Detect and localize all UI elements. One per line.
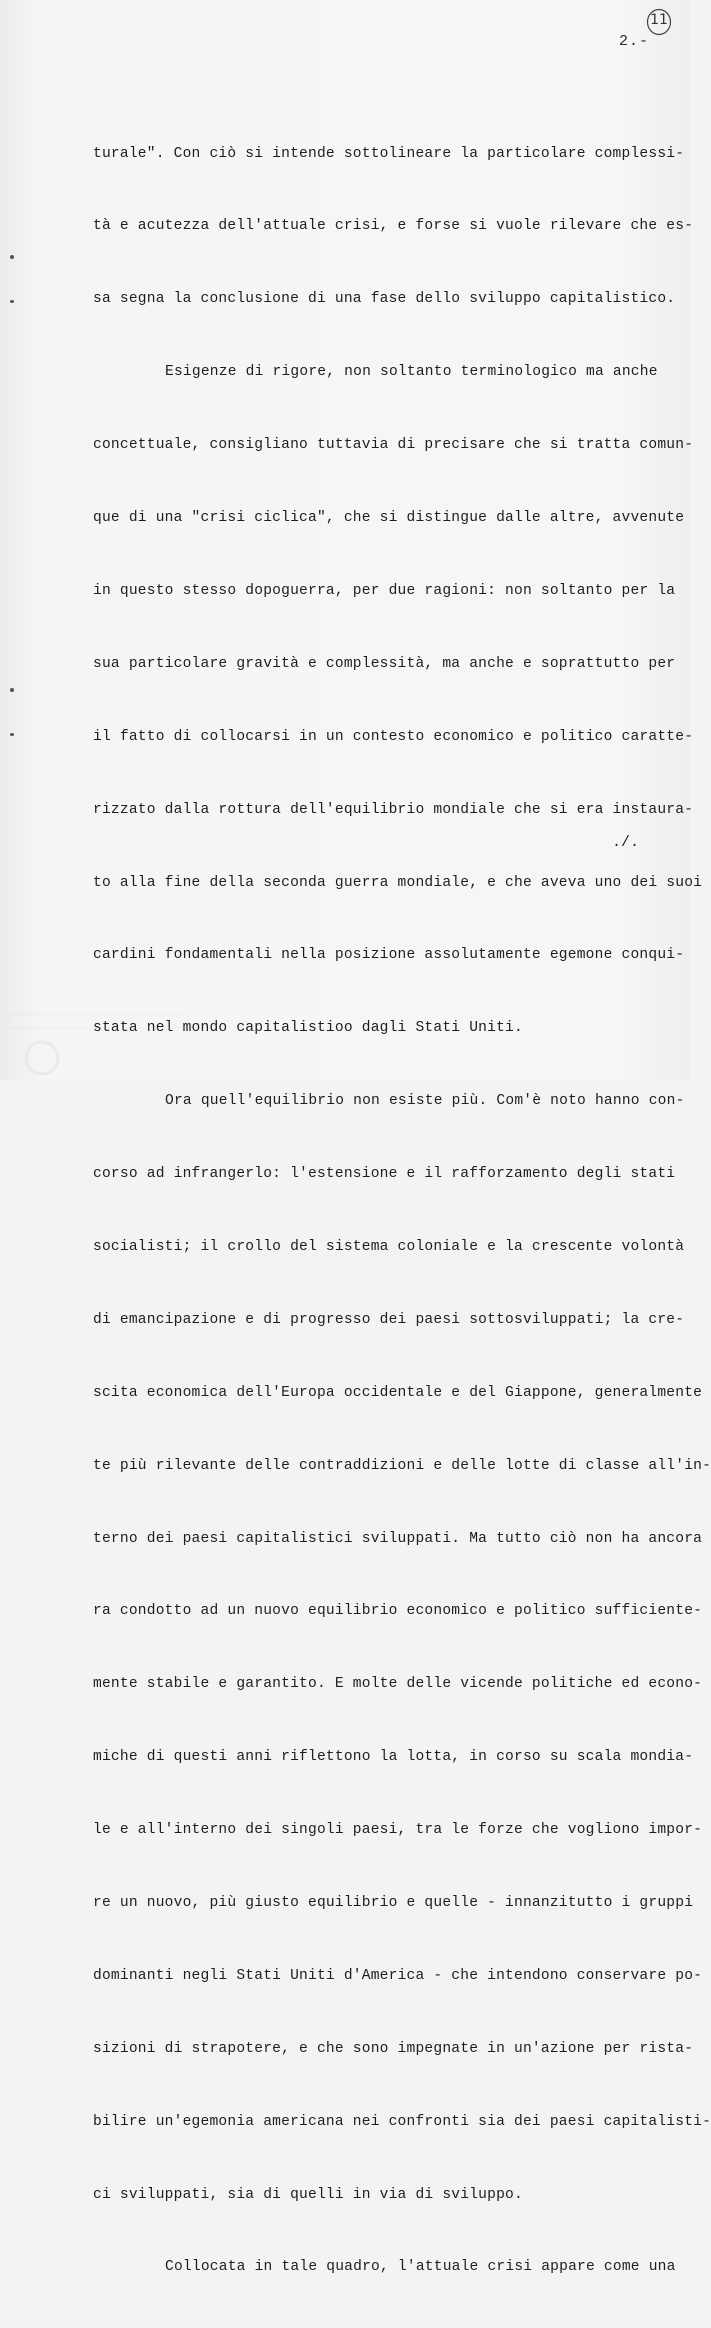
text-line: in questo stesso dopoguerra, per due ragioni: non soltanto per la <box>93 582 676 599</box>
text-line: bilire un'egemonia americana nei confronti sia dei paesi capitalisti- <box>93 2113 711 2130</box>
text-line: Esigenze di rigore, non soltanto terminologico ma anche <box>165 364 658 381</box>
text-line: rizzato dalla rottura dell'equilibrio mondiale che si era instaura- <box>93 801 694 818</box>
text-line: miche di questi anni riflettono la lotta, in corso su scala mondia- <box>93 1749 694 1766</box>
text-line: sua particolare gravità e complessità, ma anche e soprattutto per <box>93 655 676 672</box>
text-line: le e all'interno dei singoli paesi, tra le forze che vogliono impor- <box>93 1822 703 1839</box>
margin-hole-mark <box>10 733 14 736</box>
text-line: scita economica dell'Europa occidentale e del Giappone, generalmente <box>93 1384 703 1401</box>
text-line: to alla fine della seconda guerra mondiale, e che aveva uno dei suoi <box>93 874 703 891</box>
continuation-mark: ./. <box>612 834 640 851</box>
text-line: te più rilevante delle contraddizioni e delle lotte di classe all'in- <box>93 1457 711 1474</box>
text-line: mente stabile e garantito. E molte delle vicende politiche ed econo- <box>93 1676 703 1693</box>
text-line: ci sviluppati, sia di quelli in via di sviluppo. <box>93 2186 523 2203</box>
text-line: di emancipazione e di progresso dei paesi sottosviluppati; la cre- <box>93 1311 685 1328</box>
text-line: turale". Con ciò si intende sottolineare la particolare complessi- <box>93 145 685 162</box>
text-line: cardini fondamentali nella posizione assolutamente egemone conqui- <box>93 947 685 964</box>
text-line: stata nel mondo capitalistioo dagli Stati Uniti. <box>93 1020 523 1037</box>
folio-number: 11 <box>650 12 668 28</box>
body-text <box>93 93 711 2328</box>
margin-hole-mark <box>10 300 14 303</box>
text-line: dominanti negli Stati Uniti d'America - che intendono conservare po- <box>93 1967 703 1984</box>
text-line: que di una "crisi ciclica", che si distingue dalle altre, avvenute <box>93 510 685 527</box>
page-number: 2.- <box>619 33 650 50</box>
text-line: tà e acutezza dell'attuale crisi, e forse si vuole rilevare che es- <box>93 218 694 235</box>
text-line: il fatto di collocarsi in un contesto economico e politico caratte- <box>93 728 694 745</box>
archive-watermark-logo <box>2 1000 202 1080</box>
margin-hole-mark <box>10 688 14 692</box>
text-line: terno dei paesi capitalistici sviluppati. Ma tutto ciò non ha ancora <box>93 1530 703 1547</box>
text-line: socialisti; il crollo del sistema coloniale e la crescente volontà <box>93 1238 685 1255</box>
text-line: concettuale, consigliano tuttavia di precisare che si tratta comun- <box>93 437 694 454</box>
text-line: sizioni di strapotere, e che sono impegnate in un'azione per rista- <box>93 2040 694 2057</box>
margin-hole-mark <box>10 255 14 259</box>
text-line: sa segna la conclusione di una fase dello sviluppo capitalistico. <box>93 291 676 308</box>
text-line: ra condotto ad un nuovo equilibrio economico e politico sufficiente- <box>93 1603 703 1620</box>
text-line: Collocata in tale quadro, l'attuale crisi appare come una <box>165 2259 676 2276</box>
text-line: Ora quell'equilibrio non esiste più. Com'è noto hanno con- <box>165 1093 685 1110</box>
text-line: corso ad infrangerlo: l'estensione e il rafforzamento degli stati <box>93 1166 676 1183</box>
text-line: re un nuovo, più giusto equilibrio e quelle - innanzitutto i gruppi <box>93 1894 694 1911</box>
